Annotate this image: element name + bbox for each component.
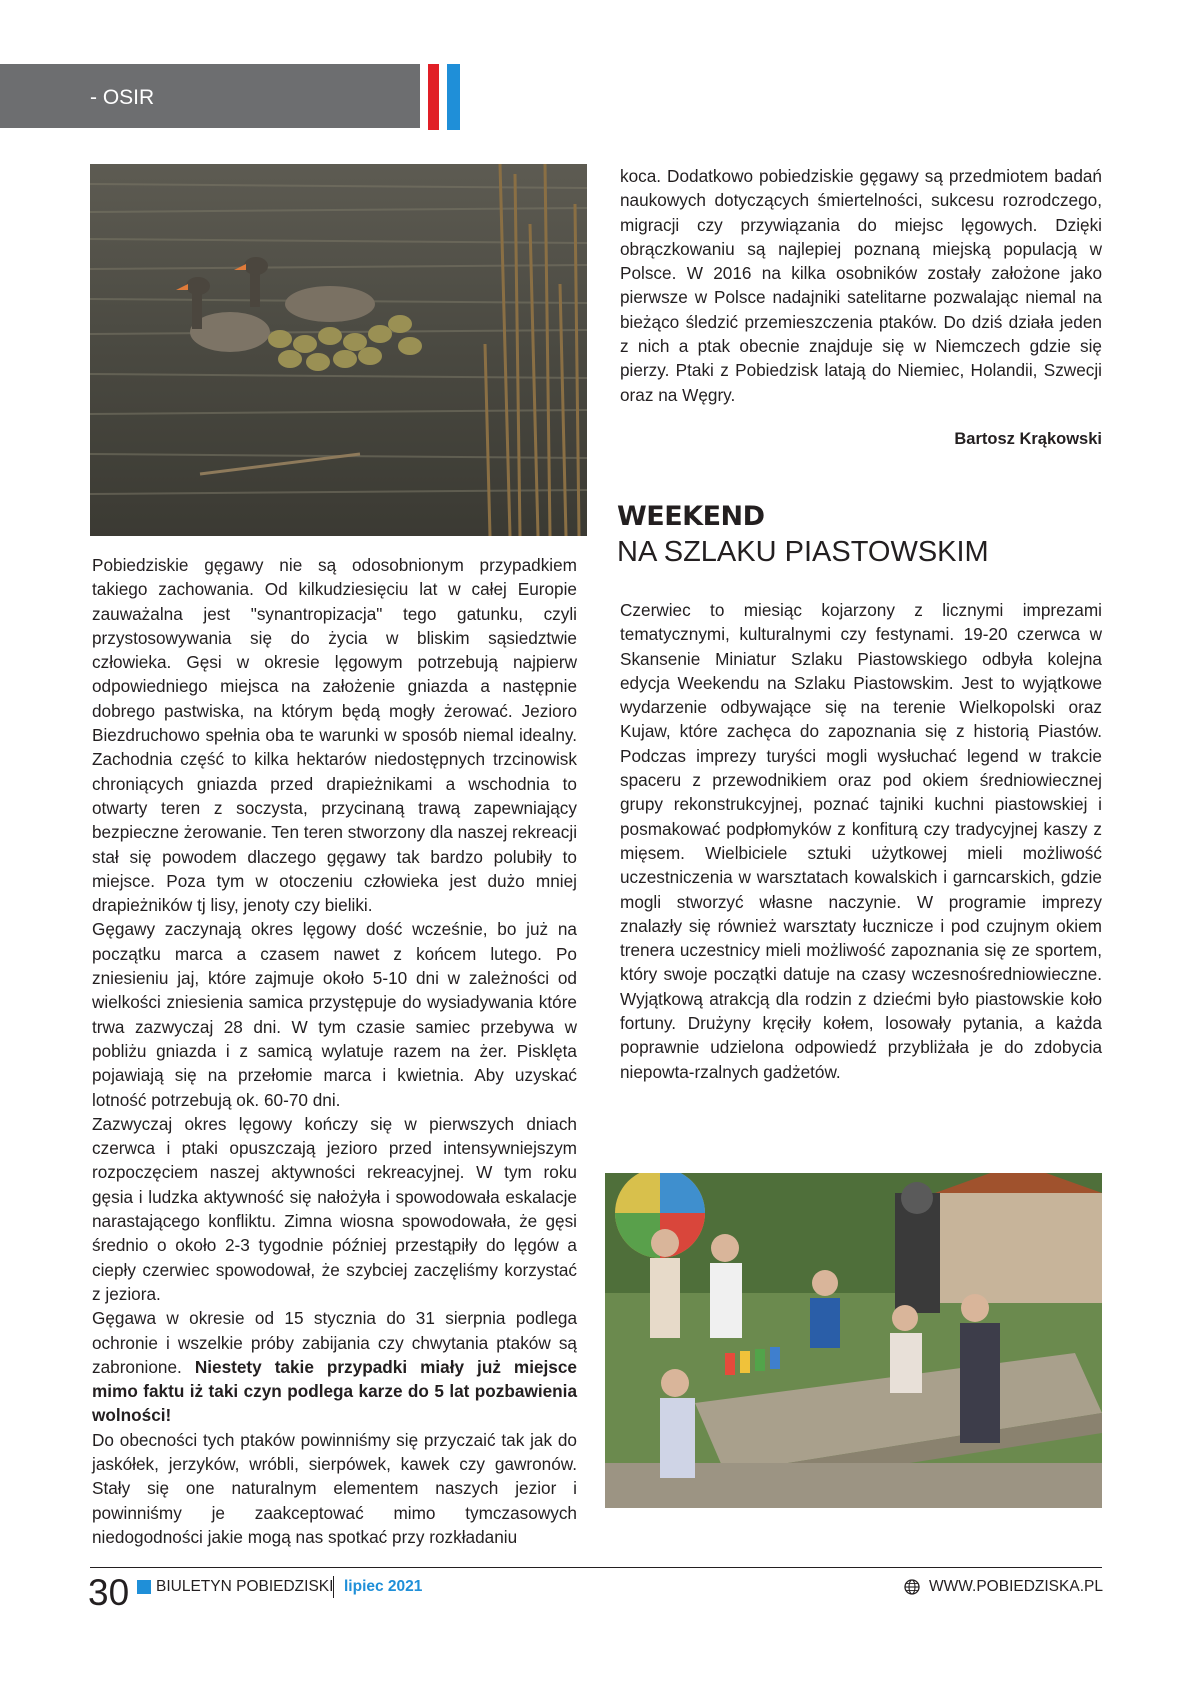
paragraph-protection — [92, 1306, 577, 1427]
header-stripe-blue — [447, 64, 460, 130]
section-header-band — [0, 64, 420, 128]
publication-date: lipiec 2021 — [344, 1578, 423, 1595]
footer-brand-square — [137, 1580, 151, 1594]
paragraph: Gęgawy zaczynają okres lęgowy dość wcześnie, bo już na początku marca a czasem nawet z końcem lutego. Po zniesieniu jaj, które zajmuje około 5-10 dni w zależności od wielkości zniesienia samica przystępuje do wysiadywania które trwa zazwyczaj 28 dni. W tym czasie samiec przebywa w pobliżu gniazda i z samicą wylatuje razem na żer. Pisklęta pojawiają się na przełomie marca i kwietnia. Aby uzyskać lotność potrzebują ok. 60-70 dni. — [92, 919, 577, 1110]
article-body — [620, 598, 1102, 1084]
publication-title: BIULETYN POBIEDZISKI — [156, 1578, 334, 1595]
paragraph: Czerwiec to miesiąc kojarzony z licznymi imprezami tematycznymi, kulturalnymi czy festynami. 19-20 czerwca w Skansenie Miniatur Szlaku Piastowskiego odbyła kolejna edycja Weekendu na Szlaku Piastowskim. Jest to wyjątkowe wydarzenie odbywające się na terenie Wielkopolski oraz Kujaw, które zachęca do zapoznania się z historią Piastów. Podczas imprezy turyści mogli wysłuchać legend w trakcie spaceru z przewodnikiem oraz pod okiem średniowiecznej grupy rekonstrukcyjnej, poznać tajniki kuchni piastowskiej i posmakować podpłomyków z konfiturą czy tradycyjnej kaszy z mięsem. Wielbiciele sztuki użytkowej mieli możliwość uczestniczenia w warsztatach kowalskich i garncarskich, gdzie mogli stworzyć własne naczynie. W programie imprezy znalazły się również warsztaty łucznicze i pod czujnym okiem trenera uczestnicy mieli możliwość zapoznania się ze sportem, który swoje początki datuje na czasy wczesnośredniowieczne. Wyjątkową atrakcją dla rodzin z dziećmi było piastowskie koło fortuny. Drużyny kręciły kołem, losowały pytania, a każda poprawnie udzielona odpowiedź przybliżała je do zdobycia niepowta-rzalnych gadżetów. — [620, 600, 1102, 1082]
author-byline: Bartosz Krąkowski — [954, 430, 1102, 448]
article-heading-line1: WEEKEND — [617, 501, 765, 532]
right-column-continuation — [620, 164, 1102, 407]
header-stripe-red — [428, 64, 439, 130]
protection-text: Gęgawa w okresie od 15 stycznia do 31 sierpnia podlega ochronie i wszelkie próby zabijania czy chwytania ptaków są zabronione. — [92, 1308, 577, 1377]
article-heading-line2: NA SZLAKU PIASTOWSKIM — [617, 536, 989, 568]
left-column-text — [92, 553, 577, 1549]
page-number: 30 — [88, 1572, 130, 1613]
footer-rule — [90, 1567, 1102, 1568]
header-stripe-white-2 — [439, 64, 447, 130]
geese-photo — [90, 164, 587, 536]
globe-icon — [904, 1579, 920, 1595]
paragraph: Zazwyczaj okres lęgowy kończy się w pierwszych dniach czerwca i ptaki opuszczają jezioro przed intensywniejszym rozpoczęciem naszej aktywności rekreacyjnej. W tym roku gęsia i ludzka aktywność się nałożyła i spowodowała eskalacje narastającego konfliktu. Zimna wiosna spowodowała, że gęsi średnio o około 2-3 tygodnie później przestąpiły do lęgów a ciepły czerwiec spowodował, że szybciej zaczęliśmy korzystać z jeziora. — [92, 1113, 577, 1304]
protection-warning: Niestety takie przypadki miały już miejsce mimo faktu iż taki czyn podlega karze do 5 lat pozbawienia wolności! — [92, 1356, 577, 1426]
paragraph: Pobiedziskie gęgawy nie są odosobnionym przypadkiem takiego zachowania. Od kilkudziesięciu lat w całej Europie zauważalna jest "synantropizacja" tego gatunku, czyli przystosowywania się do życia w bliskim sąsiedztwie człowieka. Gęsi w okresie lęgowym potrzebują najpierw odpowiedniego miejsca na założenie gniazda a następnie dobrego pastwiska, na którym będą mogły żerować. Jezioro Biezdruchowo spełnia oba te warunki w sposób niemal idealny. Zachodnia część to kilka hektarów niedostępnych trzcinowisk chroniących gniazda przed drapieżnikami a wschodnia to otwarty teren z soczysta, przycinaną trawą zapewniający bezpieczne żerowanie. Ten teren stworzony dla naszej rekreacji stał się powodem dlaczego gęgawy tak bardzo polubiły to miejsce. Poza tym w otoczeniu człowieka jest dużo mniej drapieżników tj lisy, jenoty czy bieliki. — [92, 555, 578, 916]
paragraph: koca. Dodatkowo pobiedziskie gęgawy są przedmiotem badań naukowych dotyczących śmiertelności, sukcesu rozrodczego, migracji czy przywiązania do miejsc lęgowych. Dzięki obrączkowaniu są najlepiej poznaną miejską populacją w Polsce. W 2016 na kilka osobników zostały założone jako pierwsze w Polsce nadajniki satelitarne pozwalając niemal na bieżąco śledzić przemieszczenia ptaków. Do dziś działa jeden z nich a ptak obecnie znajduje się w Niemczech gdzie się pierzy. Ptaki z Pobiedzisk latają do Niemiec, Holandii, Szwecji oraz na Węgry. — [620, 166, 1102, 405]
paragraph: Do obecności tych ptaków powinniśmy się przyczaić tak jak do jaskółek, jerzyków, wróbli, sierpówek, kawek czy gawronów. Stały się one naturalnym elementem naszych jezior i powinniśmy je zaakceptować mimo tymczasowych niedogodności jakie mogą nas spotkać przy rozkładaniu — [92, 1429, 577, 1547]
event-photo — [605, 1173, 1102, 1508]
footer-separator — [333, 1576, 334, 1598]
section-label: - OSIR — [90, 86, 155, 109]
website-link[interactable]: WWW.POBIEDZISKA.PL — [929, 1578, 1103, 1595]
header-stripe-white — [420, 64, 428, 130]
